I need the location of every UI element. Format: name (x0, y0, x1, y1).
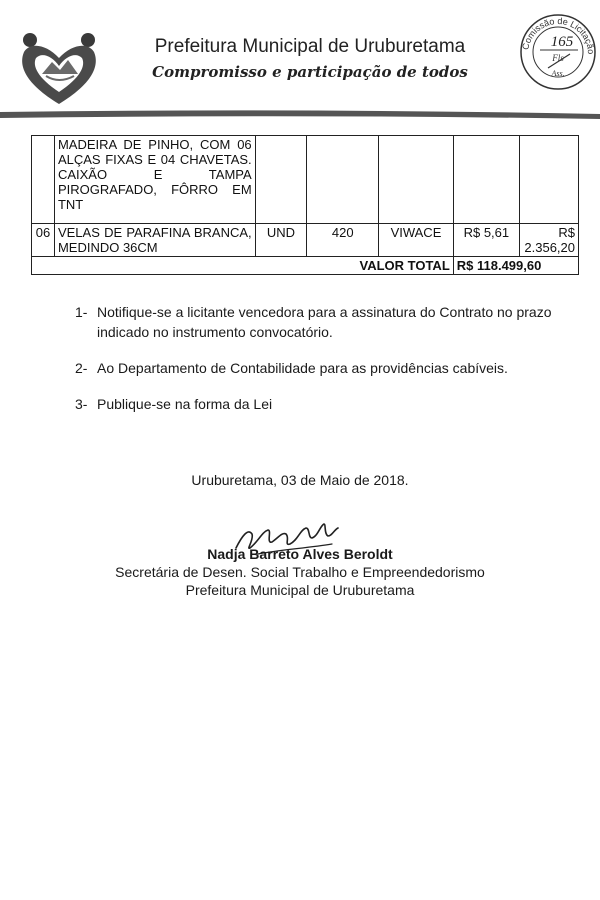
item-number: 06 (32, 224, 55, 257)
note-number: 3- (75, 396, 88, 412)
signer-org: Prefeitura Municipal de Uruburetama (185, 582, 415, 598)
stamp-number: 165 (550, 34, 574, 50)
item-description: MADEIRA DE PINHO, COM 06 ALÇAS FIXAS E 04 CHAVETAS. CAIXÃO E TAMPA PIROGRAFADO, FÔRRO EM TNT (54, 136, 255, 224)
signature-block (0, 545, 600, 599)
table-row (32, 136, 579, 224)
item-unit-price: R$ 5,61 (453, 224, 519, 257)
total-value: R$ 118.499,60 (453, 257, 578, 275)
item-quantity (307, 136, 379, 224)
item-quantity: 420 (307, 224, 379, 257)
item-unit-price (453, 136, 519, 224)
municipal-logo (16, 26, 102, 108)
total-label: VALOR TOTAL (32, 257, 454, 275)
item-number (32, 136, 55, 224)
item-unit: UND (255, 224, 307, 257)
letterhead (0, 0, 600, 118)
note-text: Publique-se na forma da Lei (97, 396, 273, 412)
item-brand (379, 136, 454, 224)
item-unit (255, 136, 307, 224)
org-name: Prefeitura Municipal de Uruburetama (154, 36, 466, 57)
item-total-price (519, 136, 578, 224)
note-number: 1- (75, 304, 88, 320)
item-description: VELAS DE PARAFINA BRANCA, MEDINDO 36CM (54, 224, 255, 257)
stamp-arc-text: Comissão de Licitação (520, 15, 597, 55)
dispositions-list (75, 302, 580, 430)
item-brand: VIWACE (379, 224, 454, 257)
total-row (32, 257, 579, 275)
date-line: Uruburetama, 03 de Maio de 2018. (191, 472, 409, 488)
signer-name: Nadja Barreto Alves Beroldt (207, 546, 393, 562)
list-item (75, 302, 580, 342)
licitacao-stamp (518, 6, 598, 92)
stamp-fls-label: Fls (552, 53, 564, 63)
table-row (32, 224, 579, 257)
list-item (75, 394, 580, 414)
note-number: 2- (75, 360, 88, 376)
list-item (75, 358, 580, 378)
stamp-ass-label: Ass. (551, 69, 565, 78)
items-table (31, 135, 579, 275)
note-text: Notifique-se a licitante vencedora para a assinatura do Contrato no prazo indicado no instrumento convocatório. (97, 304, 552, 340)
item-total-price: R$ 2.356,20 (519, 224, 578, 257)
signer-title: Secretária de Desen. Social Trabalho e Empreendedorismo (115, 564, 485, 580)
note-text: Ao Departamento de Contabilidade para as providências cabíveis. (97, 360, 508, 376)
org-motto: Compromisso e participação de todos (152, 63, 468, 81)
header-divider (0, 108, 600, 120)
